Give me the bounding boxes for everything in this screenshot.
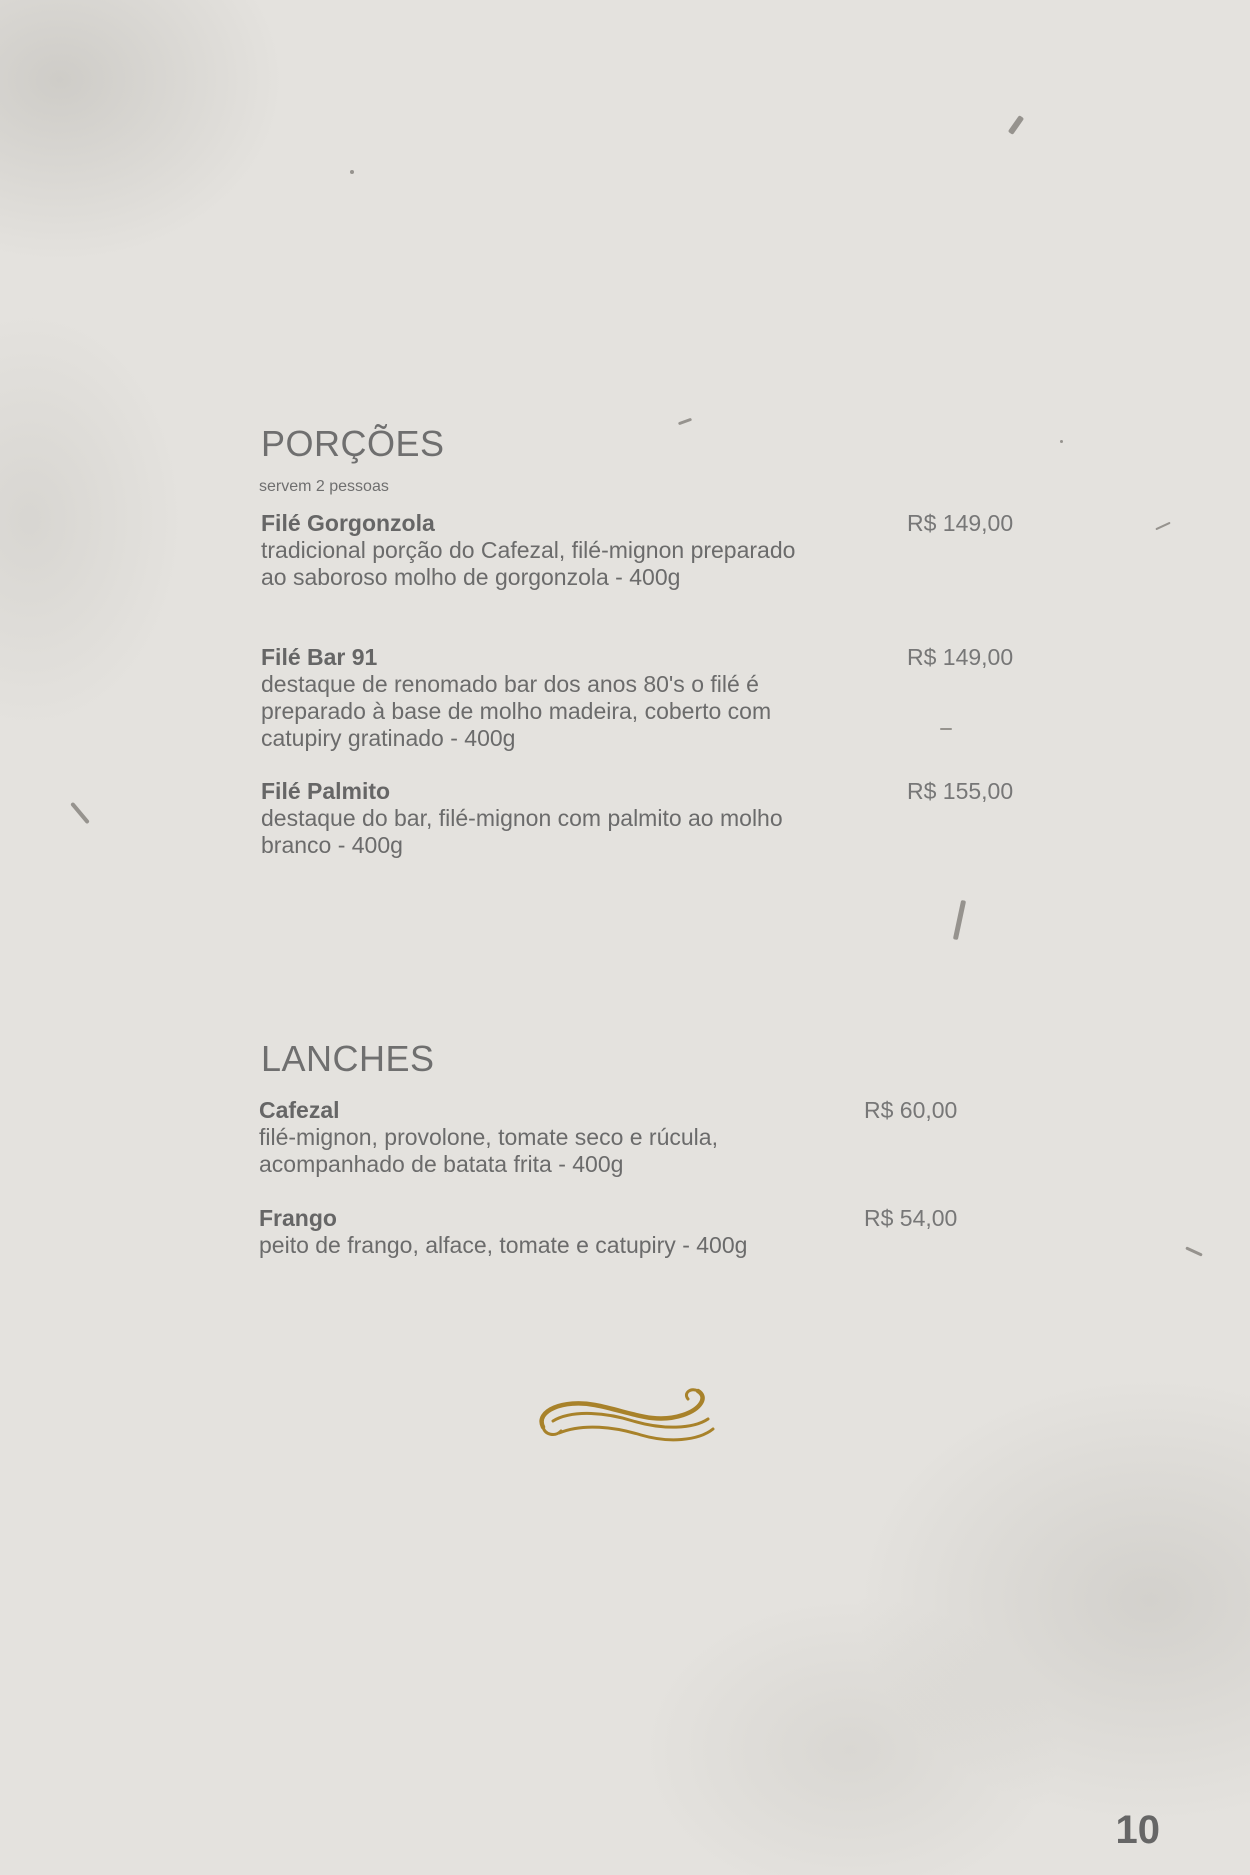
paper-speck (1155, 522, 1170, 531)
paper-speck (350, 170, 354, 174)
section-title-porcoes: PORÇÕES (261, 423, 445, 464)
paper-speck (953, 900, 966, 940)
flourish-icon (533, 1375, 718, 1455)
section-subtitle-porcoes: servem 2 pessoas (259, 478, 389, 495)
item-price: R$ 149,00 (907, 644, 1014, 670)
paper-speck (678, 418, 692, 426)
paper-speck (1185, 1246, 1203, 1256)
menu-item-file-gorgonzola (261, 510, 1014, 591)
item-description: destaque do bar, filé-mignon com palmito ao molho branco - 400g (261, 805, 783, 858)
item-name: Frango (259, 1205, 337, 1231)
paper-speck (1008, 115, 1024, 135)
item-description: peito de frango, alface, tomate e catupiry - 400g (259, 1232, 748, 1258)
menu-item-file-palmito (261, 778, 1014, 859)
menu-item-cafezal (259, 1097, 979, 1178)
paper-speck (70, 802, 90, 824)
item-description: destaque de renomado bar dos anos 80's o filé é preparado à base de molho madeira, coberto com catupiry gratinado - 400g (261, 671, 772, 751)
page-number: 10 (1115, 1808, 1160, 1852)
item-price: R$ 155,00 (907, 778, 1014, 804)
item-price: R$ 54,00 (864, 1205, 958, 1231)
item-price: R$ 60,00 (864, 1097, 958, 1123)
menu-item-file-bar-91 (261, 644, 1014, 752)
paper-speck (1060, 440, 1063, 443)
section-title-lanches: LANCHES (261, 1038, 435, 1079)
item-name: Filé Palmito (261, 778, 391, 804)
item-name: Filé Bar 91 (261, 644, 378, 670)
item-description: filé-mignon, provolone, tomate seco e rúcula, acompanhado de batata frita - 400g (259, 1124, 718, 1177)
item-description: tradicional porção do Cafezal, filé-mignon preparado ao saboroso molho de gorgonzola - 400g (261, 537, 796, 590)
item-price: R$ 149,00 (907, 510, 1014, 536)
item-name: Cafezal (259, 1097, 340, 1123)
item-name: Filé Gorgonzola (261, 510, 435, 536)
menu-item-frango (259, 1205, 979, 1259)
